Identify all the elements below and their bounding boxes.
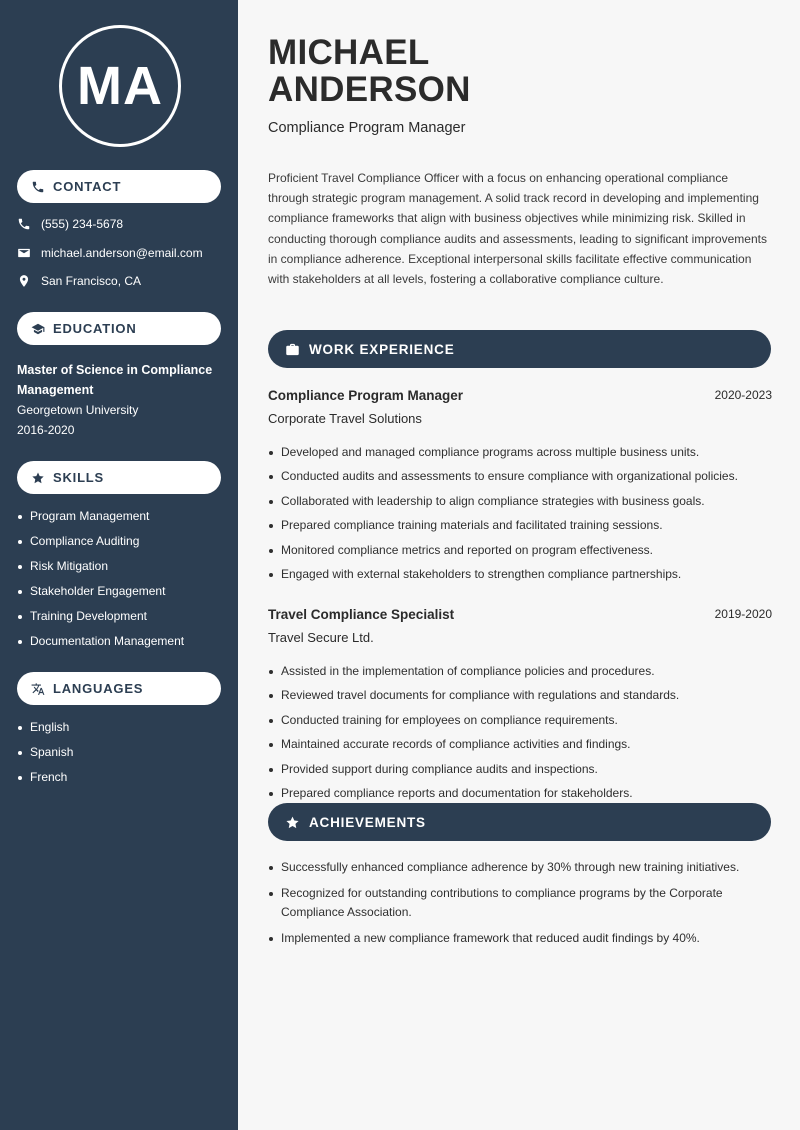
skill-item: Compliance Auditing xyxy=(17,533,184,558)
education-heading xyxy=(17,312,221,345)
job-bullet: Monitored compliance metrics and reported on program effectiveness. xyxy=(268,541,771,565)
profile-summary: Proficient Travel Compliance Officer with a focus on enhancing operational compliance through strategic program management. A solid track record in developing and implementing compliance frameworks that align with business objectives while minimizing risk. Skilled in conducting thorough compliance audits and assessments, leading to significant improvements in compliance adherence. Exceptional interpersonal skills facilitate effective communication with stakeholders at all levels, fostering a collaborative compliance culture. xyxy=(268,171,767,287)
job-headline: Compliance Program Manager xyxy=(268,120,466,136)
job-bullet: Maintained accurate records of compliance activities and findings. xyxy=(268,735,771,759)
achievement-item: Implemented a new compliance framework that reduced audit findings by 40%. xyxy=(268,929,771,948)
education-degree: Master of Science in Compliance Management xyxy=(17,363,213,397)
work-experience-heading-label: WORK EXPERIENCE xyxy=(309,341,455,357)
skill-item: Training Development xyxy=(17,608,184,633)
job-bullet: Conducted audits and assessments to ensure compliance with organizational policies. xyxy=(268,467,771,491)
achievement-item: Recognized for outstanding contributions to compliance programs by the Corporate Compliance Association. xyxy=(268,884,771,922)
job-1-company: Corporate Travel Solutions xyxy=(268,411,422,426)
briefcase-icon xyxy=(285,342,300,357)
job-1-title: Compliance Program Manager xyxy=(268,388,464,403)
job-bullet: Prepared compliance reports and documentation for stakeholders. xyxy=(268,784,771,808)
contact-email xyxy=(17,246,203,260)
language-item: English xyxy=(17,719,73,744)
language-item: French xyxy=(17,769,73,794)
job-bullet: Engaged with external stakeholders to strengthen compliance partnerships. xyxy=(268,565,771,589)
skills-list xyxy=(17,508,184,658)
job-2-bullets xyxy=(268,662,771,808)
contact-heading-label: CONTACT xyxy=(53,179,122,194)
job-bullet: Provided support during compliance audits and inspections. xyxy=(268,760,771,784)
translate-icon xyxy=(31,682,45,696)
job-2-company: Travel Secure Ltd. xyxy=(268,630,374,645)
job-bullet: Reviewed travel documents for compliance with regulations and standards. xyxy=(268,686,771,710)
skill-item: Documentation Management xyxy=(17,633,184,658)
achievements-heading xyxy=(268,803,771,841)
job-2-dates: 2019-2020 xyxy=(714,607,772,621)
graduation-cap-icon xyxy=(31,322,45,336)
job-1-bullets xyxy=(268,443,771,589)
achievements-heading-label: ACHIEVEMENTS xyxy=(309,814,426,830)
achievements-list xyxy=(268,858,771,955)
language-item: Spanish xyxy=(17,744,73,769)
languages-heading-label: LANGUAGES xyxy=(53,681,144,696)
education-years: 2016-2020 xyxy=(17,423,75,437)
contact-location-text: San Francisco, CA xyxy=(41,274,142,288)
job-bullet: Collaborated with leadership to align compliance strategies with business goals. xyxy=(268,492,771,516)
avatar-initials: MA xyxy=(59,25,181,147)
languages-heading xyxy=(17,672,221,705)
languages-list xyxy=(17,719,73,794)
name-last: ANDERSON xyxy=(268,70,471,109)
skill-item: Risk Mitigation xyxy=(17,558,184,583)
contact-email-text: michael.anderson@email.com xyxy=(41,246,203,260)
star-icon xyxy=(31,471,45,485)
job-bullet: Conducted training for employees on compliance requirements. xyxy=(268,711,771,735)
envelope-icon xyxy=(17,246,31,260)
contact-phone-text: (555) 234-5678 xyxy=(41,217,124,231)
achievement-item: Successfully enhanced compliance adherence by 30% through new training initiatives. xyxy=(268,858,771,877)
contact-location xyxy=(17,274,141,288)
star-icon xyxy=(285,815,300,830)
skill-item: Program Management xyxy=(17,508,184,533)
skills-heading-label: SKILLS xyxy=(53,470,105,485)
job-bullet: Developed and managed compliance programs across multiple business units. xyxy=(268,443,771,467)
phone-icon xyxy=(31,180,45,194)
contact-heading xyxy=(17,170,221,203)
sidebar xyxy=(0,0,238,1130)
job-bullet: Prepared compliance training materials and facilitated training sessions. xyxy=(268,516,771,540)
work-experience-heading xyxy=(268,330,771,368)
job-2-title: Travel Compliance Specialist xyxy=(268,607,455,622)
skills-heading xyxy=(17,461,221,494)
contact-phone xyxy=(17,217,123,231)
education-school: Georgetown University xyxy=(17,403,139,417)
phone-icon xyxy=(17,217,31,231)
education-heading-label: EDUCATION xyxy=(53,321,137,336)
name-first: MICHAEL xyxy=(268,33,430,72)
map-pin-icon xyxy=(17,274,31,288)
job-1-dates: 2020-2023 xyxy=(714,388,772,402)
job-bullet: Assisted in the implementation of compliance policies and procedures. xyxy=(268,662,771,686)
skill-item: Stakeholder Engagement xyxy=(17,583,184,608)
full-name xyxy=(268,34,668,108)
